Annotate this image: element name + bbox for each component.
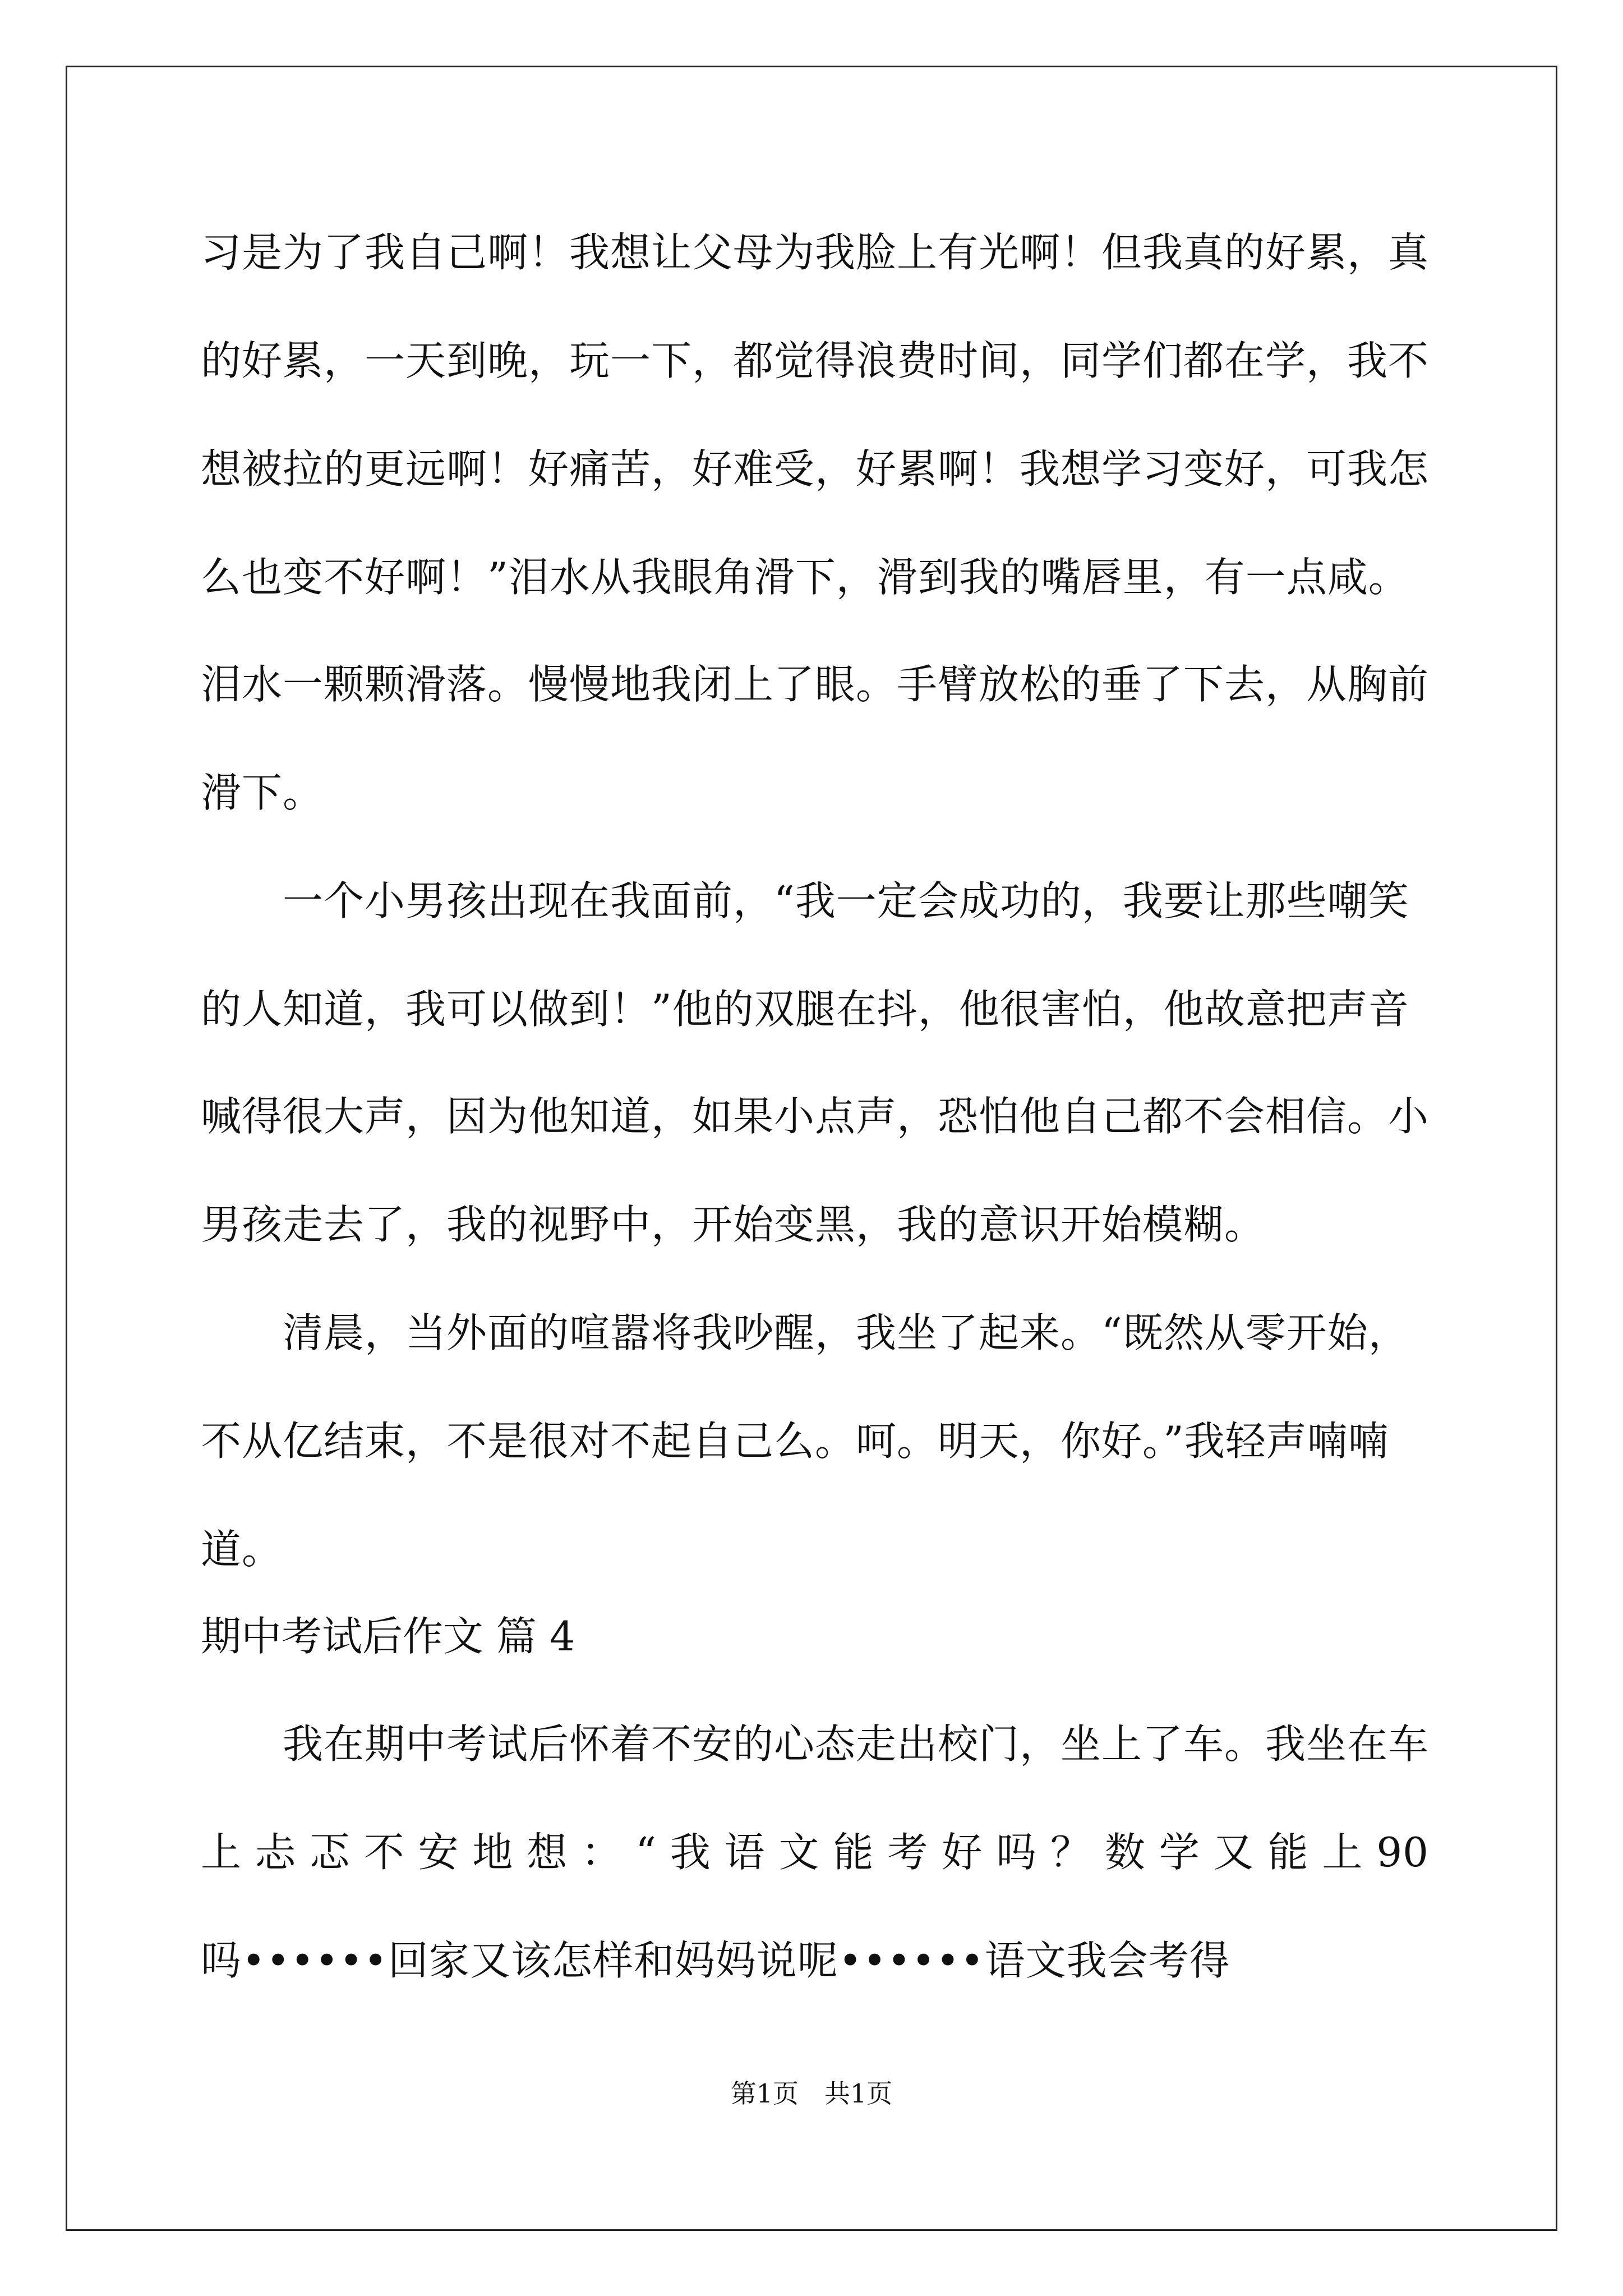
body-line: 吗••••••回家又该怎样和妈妈说呢••••••语文我会考得 — [201, 1937, 1230, 1984]
page-footer: 第1页 共1页 — [730, 2078, 893, 2109]
body-line: 不从亿结束，不是很对不起自己么。呵。明天，你好。”我轻声喃喃 — [201, 1418, 1389, 1465]
body-line: 上 忐 忑 不 安 地 想 ： “ 我 语 文 能 考 好 吗 ？ 数 学 又 能 上 90 — [201, 1829, 1429, 1876]
body-line: 清晨，当外面的喧嚣将我吵醒，我坐了起来。“既然从零开始， — [201, 1309, 1409, 1356]
body-line: 男孩走去了，我的视野中，开始变黑，我的意识开始模糊。 — [201, 1201, 1266, 1248]
body-line: 喊得很大声，因为他知道，如果小点声，恐怕他自己都不会相信。小 — [201, 1093, 1430, 1140]
body-line: 的好累，一天到晚，玩一下，都觉得浪费时间，同学们都在学，我不 — [201, 337, 1430, 384]
body-line: 道。 — [201, 1526, 283, 1573]
body-line: 泪水一颗颗滑落。慢慢地我闭上了眼。手臂放松的垂了下去，从胸前 — [201, 661, 1430, 708]
section-heading: 期中考试后作文 篇 4 — [201, 1613, 575, 1660]
body-line: 的人知道，我可以做到！”他的双腿在抖，他很害怕，他故意把声音 — [201, 986, 1409, 1033]
body-line: 习是为了我自己啊！我想让父母为我脸上有光啊！但我真的好累，真 — [201, 229, 1430, 276]
body-line: 我在期中考试后怀着不安的心态走出校门，坐上了车。我坐在车 — [201, 1720, 1430, 1768]
body-line: 滑下。 — [201, 769, 324, 816]
body-line: 一个小男孩出现在我面前，“我一定会成功的，我要让那些嘲笑 — [201, 877, 1409, 924]
body-line: 想被拉的更远啊！好痛苦，好难受，好累啊！我想学习变好，可我怎 — [201, 445, 1430, 493]
body-line: 么也变不好啊！”泪水从我眼角滑下，滑到我的嘴唇里，有一点咸。 — [201, 554, 1409, 601]
